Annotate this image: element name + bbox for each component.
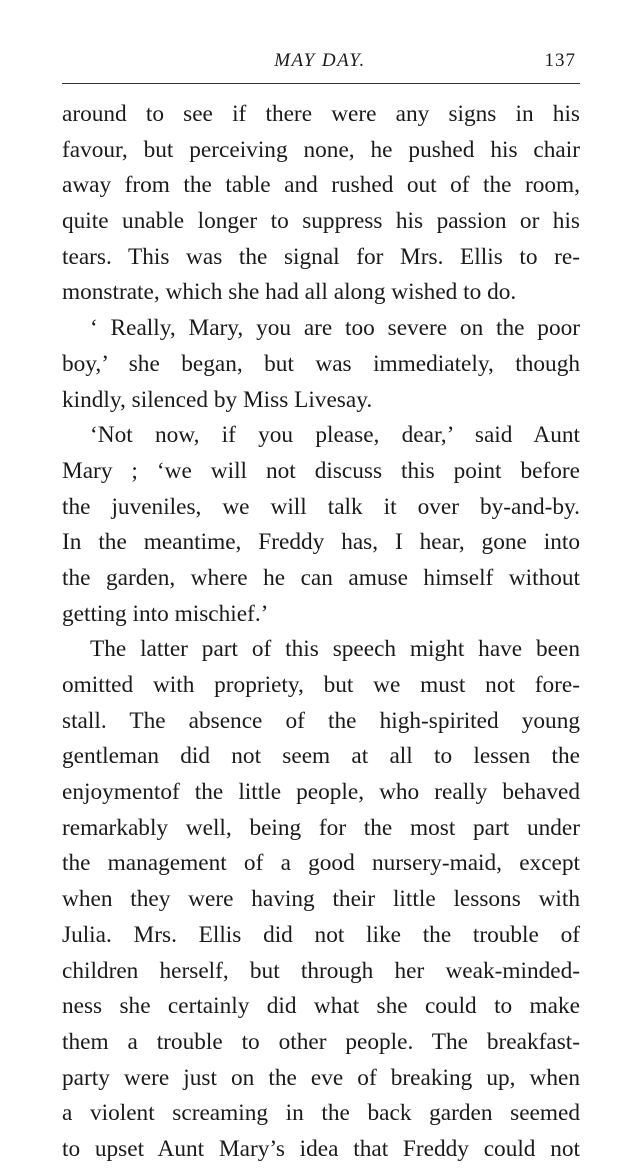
text-line: a violent screaming in the back garden seemed xyxy=(62,1100,580,1127)
text-line: boy,’ she began, but was immediately, though xyxy=(62,350,580,377)
text-line: Mary ; ‘we will not discuss this point before xyxy=(62,457,580,484)
text-line: ‘ Really, Mary, you are too severe on the poor xyxy=(90,315,580,342)
text-line: enjoymentof the little people, who really behaved xyxy=(62,779,580,806)
text-line: around to see if there were any signs in his xyxy=(62,101,580,127)
text-line: In the meantime, Freddy has, I hear, gone into xyxy=(62,529,580,556)
text-line: favour, but perceiving none, he pushed his chair xyxy=(62,136,580,163)
text-line: quite unable longer to suppress his passion or his xyxy=(62,208,580,235)
text-line: the management of a good nursery-maid, except xyxy=(62,850,580,877)
text-line: monstrate, which she had all along wished to do. xyxy=(62,279,517,306)
page-number: 137 xyxy=(544,50,576,71)
text-line: party were just on the eve of breaking up, when xyxy=(62,1064,580,1091)
text-line: the garden, where he can amuse himself without xyxy=(62,564,580,591)
text-line: them a trouble to other people. The breakfast- xyxy=(62,1028,580,1055)
text-line: to upset Aunt Mary’s idea that Freddy could not xyxy=(62,1135,580,1162)
body-text xyxy=(62,97,580,1168)
text-line: stall. The absence of the high-spirited young xyxy=(62,707,580,734)
header-rule xyxy=(62,83,580,84)
text-line: getting into mischief.’ xyxy=(62,600,269,627)
text-line: the juveniles, we will talk it over by-and-by. xyxy=(62,493,580,520)
text-line: when they were having their little lessons with xyxy=(62,886,580,913)
text-line: The latter part of this speech might have been xyxy=(90,636,580,663)
text-line: tears. This was the signal for Mrs. Ellis to re- xyxy=(62,243,580,270)
text-line: Julia. Mrs. Ellis did not like the trouble of xyxy=(62,921,580,948)
text-line: ‘Not now, if you please, dear,’ said Aunt xyxy=(90,422,580,449)
running-head xyxy=(60,50,580,80)
text-line: away from the table and rushed out of the room, xyxy=(62,172,580,199)
text-line: omitted with propriety, but we must not fore- xyxy=(62,672,580,698)
text-line: children herself, but through her weak-minded- xyxy=(62,957,580,984)
text-line: kindly, silenced by Miss Livesay. xyxy=(62,386,373,413)
running-title: MAY DAY. xyxy=(274,50,366,71)
text-line: remarkably well, being for the most part under xyxy=(62,814,580,841)
text-line: gentleman did not seem at all to lessen the xyxy=(62,743,580,770)
text-line: ness she certainly did what she could to make xyxy=(62,993,580,1020)
